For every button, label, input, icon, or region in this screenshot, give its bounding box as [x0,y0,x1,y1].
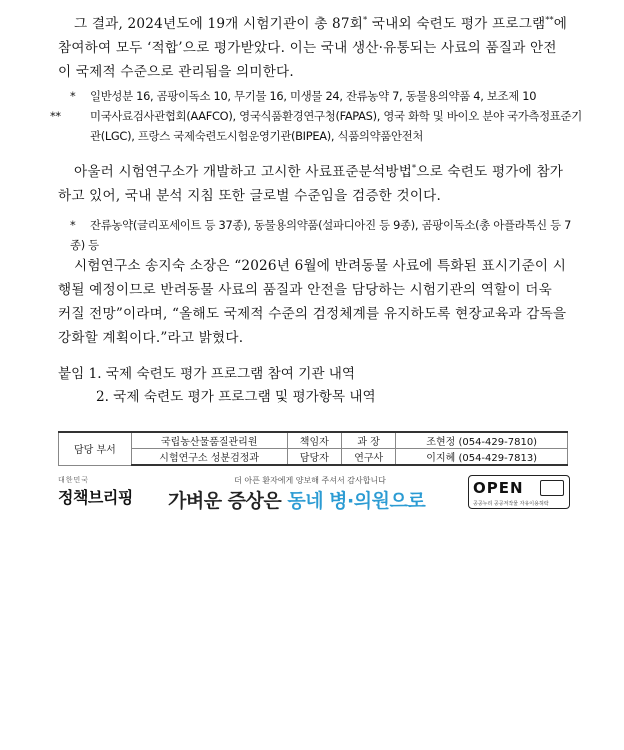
title-2: 연구사 [341,449,395,466]
open-word: OPEN [473,479,524,497]
division-name: 시험연구소 성분검정과 [131,449,287,466]
paragraph-methods: 아울러 시험연구소가 개발하고 고시한 사료표준분석방법*으로 숙련도 평가에 참가하고 있어, 국내 분석 지침 또한 글로벌 수준임을 검증한 것이다. [58,163,564,204]
footnote-methods: * 잔류농약(글리포세이트 등 37종), 동물용의약품(설파디아진 등 9종), 곰팡이독소(총 아플라톡신 등 7종) 등 [70,218,572,252]
open-caption: 공공누리 공공저작물 자유이용허락 [473,501,549,507]
footnote-organizations: ** 미국사료검사관협회(AAFCO), 영국식품환경연구청(FAPAS), 영국 화학 및 바이오 분야 국가측정표준기관(LGC), 프랑스 국제숙련도시험운영기관(BIPEA), 식품의약품안전처 [50,109,582,143]
contact-table [58,431,568,466]
role-2: 담당자 [287,449,341,466]
open-license-mark[interactable] [468,475,570,509]
campaign-title: 가벼운 증상은 동네 병·의원으로 [168,490,426,512]
footnote-categories: * 일반성분 16, 곰팡이독소 10, 무기물 16, 미생물 24, 잔류농약 7, 동물용의약품 4, 보조제 10 [70,89,537,103]
license-type-icon [540,480,564,496]
paragraph-results: 그 결과, 2024년도에 19개 시험기관이 총 87회* 국내외 숙련도 평가 프로그램**에 참여하여 모두 ‘적합’으로 평가받았다. 이는 국내 생산·유통되는 사료의 품질과 안전이 국제적 수준으로 관리됨을 의미한다. [58,15,568,80]
campaign-banner[interactable] [168,475,452,515]
person-1: 조현정 (054-429-7810) [396,432,568,449]
attachment-2: 2. 국제 숙련도 평가 프로그램 및 평가항목 내역 [96,389,376,405]
paragraph-quote: 시험연구소 송지숙 소장은 “2026년 6월에 반려동물 사료에 특화된 표시기준이 시행될 예정이므로 반려동물 사료의 품질과 안전을 담당하는 시험기관의 역할이 더욱 커질 전망”이라며, “올해도 국제적 수준의 검정체계를 유지하도록 현장교육과 감독을 강화할 계획이다.”라고 밝혔다. [58,258,567,346]
campaign-subtitle: 더 아픈 환자에게 양보해 주셔서 감사합니다 [234,476,386,485]
policy-logo-small: 대한민국 [58,476,90,484]
org-name: 국립농산물품질관리원 [131,432,287,449]
role-1: 책임자 [287,432,341,449]
policy-logo-text: 정책브리핑 [58,488,133,507]
policy-briefing-logo[interactable] [58,475,138,515]
person-2: 이지혜 (054-429-7813) [396,449,568,466]
attachment-1: 붙임 1. 국제 숙련도 평가 프로그램 참여 기관 내역 [58,366,356,382]
title-1: 과 장 [341,432,395,449]
dept-label: 담당 부서 [59,432,132,465]
